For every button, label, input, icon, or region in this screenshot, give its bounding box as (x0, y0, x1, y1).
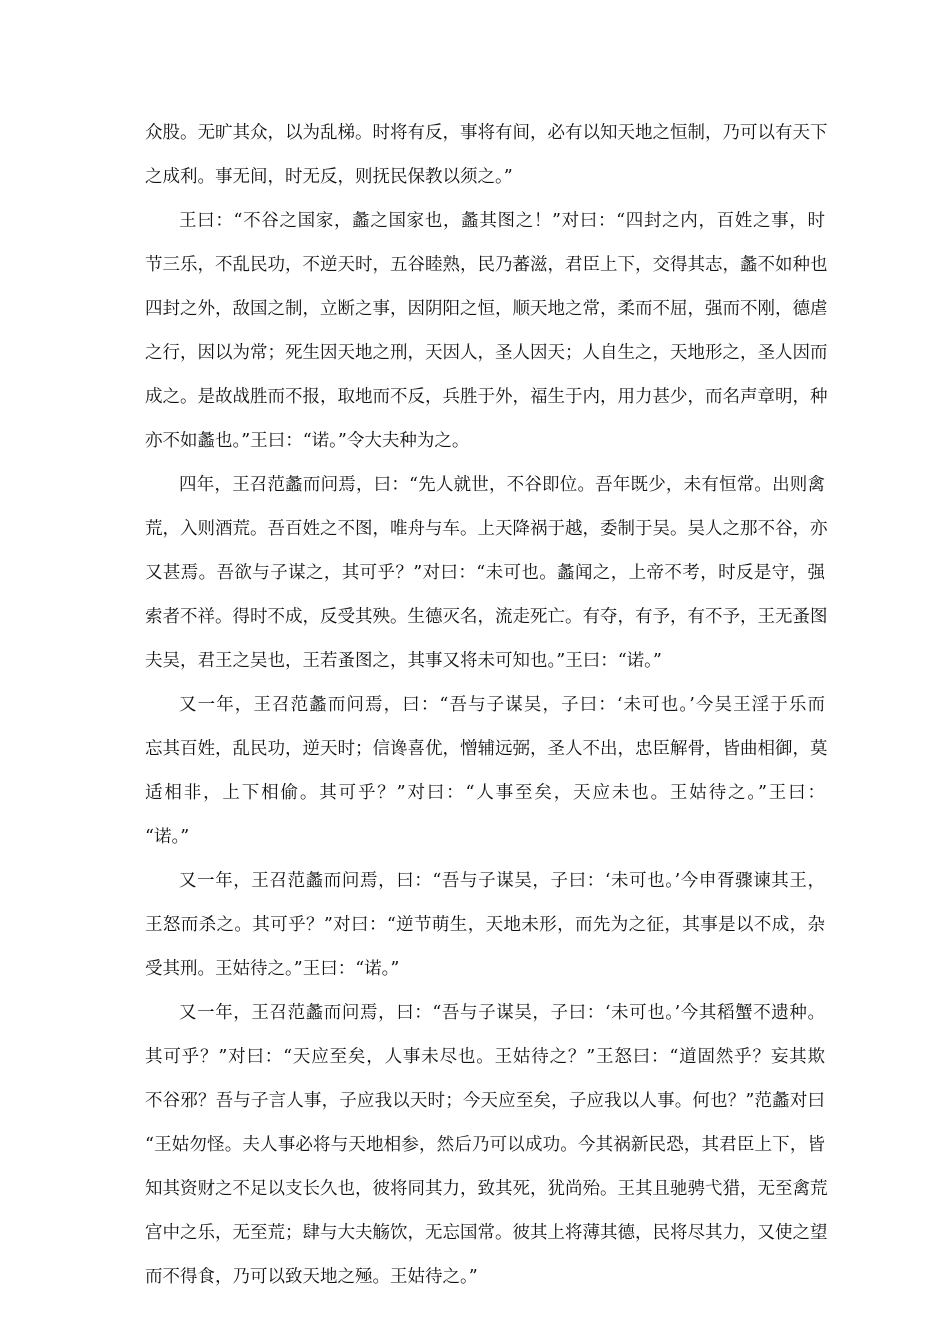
text-line: 忘其百姓，乱民功，逆天时；信谗喜优，憎辅远弼，圣人不出，忠臣解骨，皆曲相御，莫 (145, 739, 828, 759)
text-line: 四封之外，敌国之制，立断之事，因阴阳之恒，顺天地之常，柔而不屈，强而不刚，德虐 (145, 299, 828, 319)
text-line: 又一年，王召范蠡而问焉，曰：“吾与子谋吴，子曰：‘未可也。’今申胥骤谏其王， (179, 871, 825, 891)
text-line: 夫吴，君王之吴也，王若蚤图之，其事又将未可知也。”王曰：“诺。” (145, 651, 662, 671)
text-line: 又甚焉。吾欲与子谋之，其可乎？”对曰：“未可也。蠡闻之，上帝不考，时反是守，强 (145, 563, 825, 583)
text-line: 成之。是故战胜而不报，取地而不反，兵胜于外，福生于内，用力甚少，而名声章明，种 (145, 387, 828, 407)
text-line: 四年，王召范蠡而问焉，曰：“先人就世，不谷即位。吾年既少，未有恒常。出则禽 (179, 475, 825, 495)
text-line: 适相非，上下相偷。其可乎？”对曰：“人事至矣，天应未也。王姑待之。”王曰： (145, 783, 825, 803)
text-line: “王姑勿怪。夫人事必将与天地相参，然后乃可以成功。今其祸新民恐，其君臣上下，皆 (145, 1135, 825, 1155)
text-line: 众股。无旷其众，以为乱梯。时将有反，事将有间，必有以知天地之恒制，乃可以有天下 (145, 123, 828, 143)
text-line: 其可乎？”对曰：“天应至矣，人事未尽也。王姑待之？”王怒曰：“道固然乎？妄其欺 (145, 1047, 825, 1067)
text-line: 王曰：“不谷之国家，蠡之国家也，蠡其图之！”对曰：“四封之内，百姓之事，时 (179, 211, 825, 231)
text-line: 而不得食，乃可以致天地之殛。王姑待之。” (145, 1267, 478, 1287)
text-line: 荒，入则酒荒。吾百姓之不图，唯舟与车。上天降祸于越，委制于吴。吴人之那不谷，亦 (145, 519, 828, 539)
text-line: 不谷邪？吾与子言人事，子应我以天时；今天应至矣，子应我以人事。何也？”范蠡对曰 (145, 1091, 825, 1111)
text-line: “诺。” (145, 827, 190, 847)
text-line: 索者不祥。得时不成，反受其殃。生德灭名，流走死亡。有夺，有予，有不予，王无蚤图 (145, 607, 828, 627)
text-line: 王怒而杀之。其可乎？”对曰：“逆节萌生，天地未形，而先为之征，其事是以不成，杂 (145, 915, 825, 935)
text-line: 亦不如蠡也。”王曰：“诺。”令大夫种为之。 (145, 431, 470, 451)
text-line: 又一年，王召范蠡而问焉，曰：“吾与子谋吴，子曰：‘未可也。’今其稻蟹不遗种。 (179, 1003, 825, 1023)
text-line: 之成利。事无间，时无反，则抚民保教以须之。” (145, 167, 513, 187)
text-line: 知其资财之不足以支长久也，彼将同其力，致其死，犹尚殆。王其且驰骋弋猎，无至禽荒 (145, 1179, 828, 1199)
text-line: 受其刑。王姑待之。”王曰：“诺。” (145, 959, 400, 979)
text-line: 又一年，王召范蠡而问焉，曰：“吾与子谋吴，子曰：‘未可也。’今吴王淫于乐而 (179, 695, 825, 715)
text-line: 宫中之乐，无至荒；肆与大夫觞饮，无忘国常。彼其上将薄其德，民将尽其力，又使之望 (145, 1223, 828, 1243)
text-line: 之行，因以为常；死生因天地之刑，天因人，圣人因天；人自生之，天地形之，圣人因而 (145, 343, 828, 363)
text-line: 节三乐，不乱民功，不逆天时，五谷睦熟，民乃蕃滋，君臣上下，交得其志，蠡不如种也 (145, 255, 828, 275)
